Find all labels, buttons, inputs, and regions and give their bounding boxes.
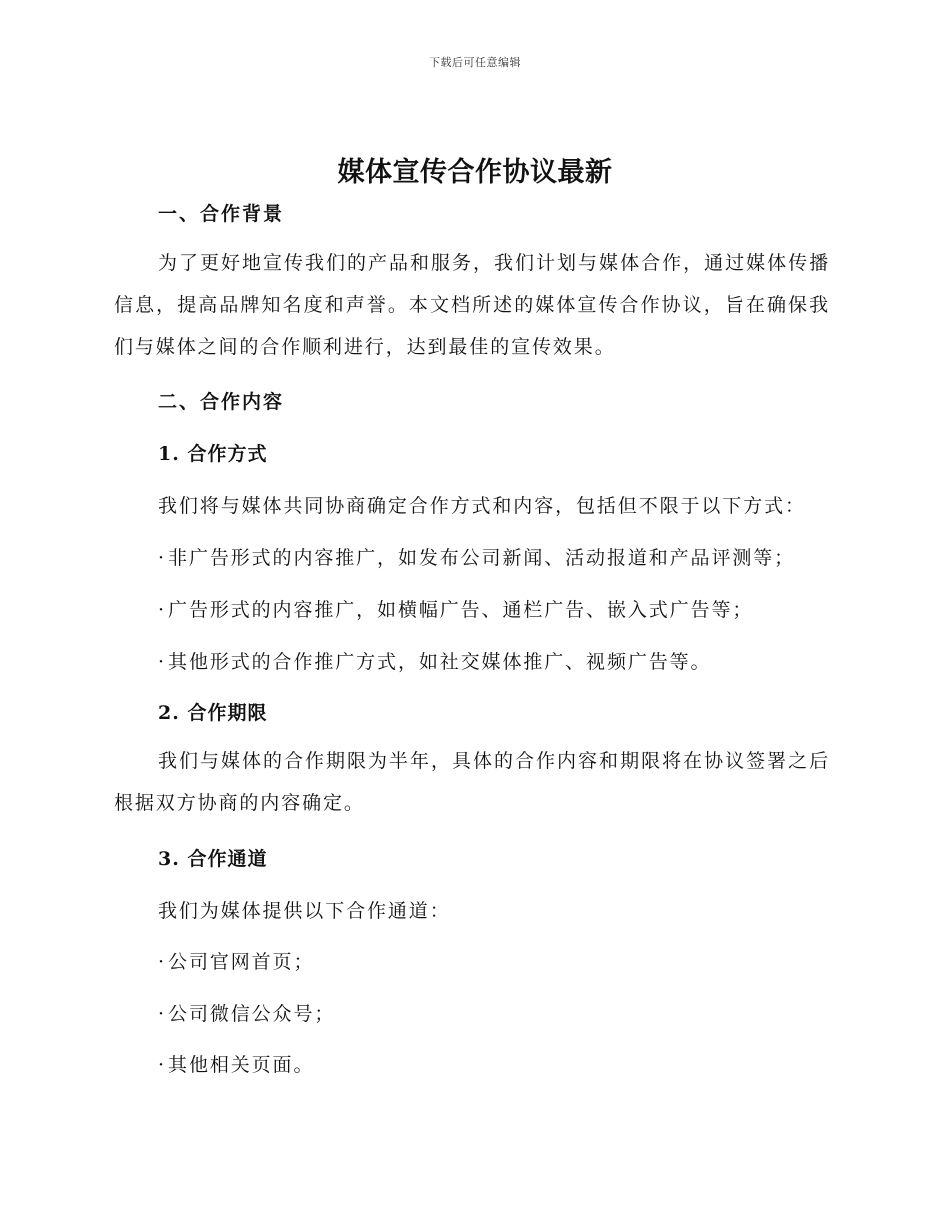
bullet-icon: ·: [158, 599, 165, 621]
section-heading-background: 一、合作背景: [158, 203, 285, 225]
bullet-icon: ·: [158, 547, 165, 569]
list-item: [158, 647, 711, 674]
bullet-icon: ·: [158, 1003, 165, 1025]
list-item-text: 其他相关页面。: [168, 1054, 315, 1076]
list-item-text: 公司微信公众号；: [168, 1003, 336, 1025]
list-item: [158, 1050, 314, 1077]
subsection-heading-method: 1. 合作方式: [158, 443, 268, 465]
document-title: 媒体宣传合作协议最新: [337, 157, 613, 188]
background-paragraph: 为了更好地宣传我们的产品和服务，我们计划与媒体合作，通过媒体传播信息，提高品牌知名度和声誉。本文档所述的媒体宣传合作协议，旨在确保我们与媒体之间的合作顺利进行，达到最佳的宣传效果。: [114, 252, 830, 358]
section-heading-content: 二、合作内容: [158, 391, 285, 413]
list-item: [158, 595, 753, 622]
term-paragraph: 我们与媒体的合作期限为半年，具体的合作内容和期限将在协议签署之后根据双方协商的内容确定。: [114, 750, 830, 814]
list-item: [158, 543, 795, 570]
method-intro: 我们将与媒体共同协商确定合作方式和内容，包括但不限于以下方式：: [158, 495, 806, 517]
bullet-icon: ·: [158, 1054, 165, 1076]
bullet-icon: ·: [158, 951, 165, 973]
list-item-text: 广告形式的内容推广，如横幅广告、通栏广告、嵌入式广告等；: [168, 599, 754, 621]
list-item-text: 非广告形式的内容推广，如发布公司新闻、活动报道和产品评测等；: [168, 547, 796, 569]
channels-intro: 我们为媒体提供以下合作通道：: [158, 900, 451, 922]
list-item-text: 其他形式的合作推广方式，如社交媒体推广、视频广告等。: [168, 651, 712, 673]
page-header-note: 下载后可任意编辑: [429, 56, 521, 69]
subsection-heading-term: 2. 合作期限: [158, 702, 268, 724]
bullet-icon: ·: [158, 651, 165, 673]
subsection-heading-channels: 3. 合作通道: [158, 848, 268, 870]
list-item: [158, 999, 335, 1026]
list-item: [158, 947, 314, 974]
list-item-text: 公司官网首页；: [168, 951, 315, 973]
